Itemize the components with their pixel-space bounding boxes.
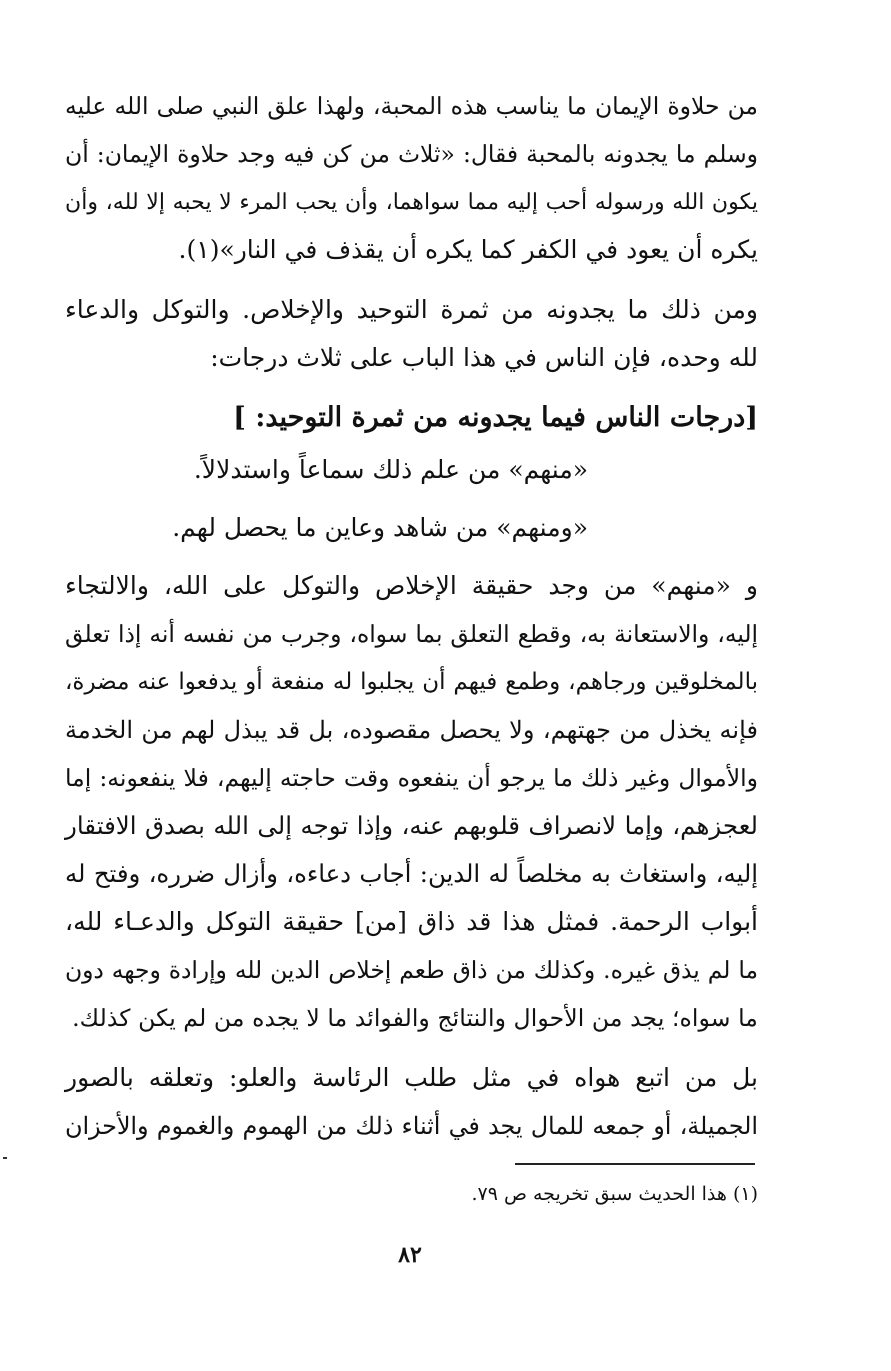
footnote-divider — [515, 1163, 755, 1165]
text-line: إليه، والاستعانة به، وقطع التعلق بما سواه، وجرب من نفسه أنه إذا تعلق — [65, 620, 758, 648]
text-line: ما لم يذق غيره. وكذلك من ذاق طعم إخلاص الدين لله وإرادة وجهه دون — [65, 956, 758, 984]
text-line: بل من اتبع هواه في مثل طلب الرئاسة والعلو: وتعلقه بالصور — [65, 1063, 758, 1092]
text-line: لعجزهم، وإما لانصراف قلوبهم عنه، وإذا توجه إلى الله بصدق الافتقار — [65, 811, 758, 840]
section-heading: [درجات الناس فيما يجدونه من ثمرة التوحيد: ] — [233, 402, 758, 433]
list-item: «منهم» من علم ذلك سماعاً واستدلالاً. — [193, 455, 588, 484]
text-line: والأموال وغير ذلك ما يرجو أن ينفعوه وقت حاجته إليهم، فلا ينفعونه: إما — [65, 764, 758, 792]
text-line: وسلم ما يجدونه بالمحبة فقال: «ثلاث من كن فيه وجد حلاوة الإيمان: أن — [65, 140, 758, 168]
list-item: «ومنهم» من شاهد وعاين ما يحصل لهم. — [172, 513, 588, 542]
page-number: ٨٢ — [398, 1242, 422, 1268]
scan-edge-mark — [3, 1157, 7, 1159]
text-line: من حلاوة الإيمان ما يناسب هذه المحبة، ولهذا علق النبي صلى الله عليه — [65, 92, 758, 120]
paragraph-1 — [65, 82, 758, 274]
paragraph-4 — [65, 1054, 758, 1150]
text-line: ما سواه؛ يجد من الأحوال والنتائج والفوائد ما لا يجده من لم يكن كذلك. — [72, 1004, 758, 1032]
text-line: الجميلة، أو جمعه للمال يجد في أثناء ذلك من الهموم والغموم والأحزان — [65, 1112, 758, 1140]
text-line: بالمخلوقين ورجاهم، وطمع فيهم أن يجلبوا له منفعة أو يدفعوا عنه مضرة، — [65, 669, 758, 695]
text-line: يكره أن يعود في الكفر كما يكره أن يقذف في النار»(١). — [178, 235, 758, 264]
text-line: إليه، واستغاث به مخلصاً له الدين: أجاب دعاءه، وأزال ضرره، وفتح له — [65, 859, 758, 888]
text-line: و «منهم» من وجد حقيقة الإخلاص والتوكل على الله، والالتجاء — [65, 571, 758, 600]
text-line: لله وحده، فإن الناس في هذا الباب على ثلاث درجات: — [210, 343, 758, 372]
text-line: أبواب الرحمة. فمثل هذا قد ذاق [من] حقيقة التوكل والدعـاء لله، — [65, 907, 758, 936]
paragraph-2 — [65, 286, 758, 382]
text-line: يكون الله ورسوله أحب إليه مما سواهما، وأن يحب المرء لا يحبه إلا لله، وأن — [65, 189, 758, 215]
text-line: فإنه يخذل من جهتهم، ولا يحصل مقصوده، بل قد يبذل لهم من الخدمة — [65, 716, 758, 744]
footnote: (١) هذا الحديث سبق تخريجه ص ٧٩. — [471, 1183, 758, 1205]
page-body — [65, 82, 758, 1162]
paragraph-3 — [65, 562, 758, 1042]
text-line: ومن ذلك ما يجدونه من ثمرة التوحيد والإخلاص. والتوكل والدعاء — [65, 295, 758, 324]
